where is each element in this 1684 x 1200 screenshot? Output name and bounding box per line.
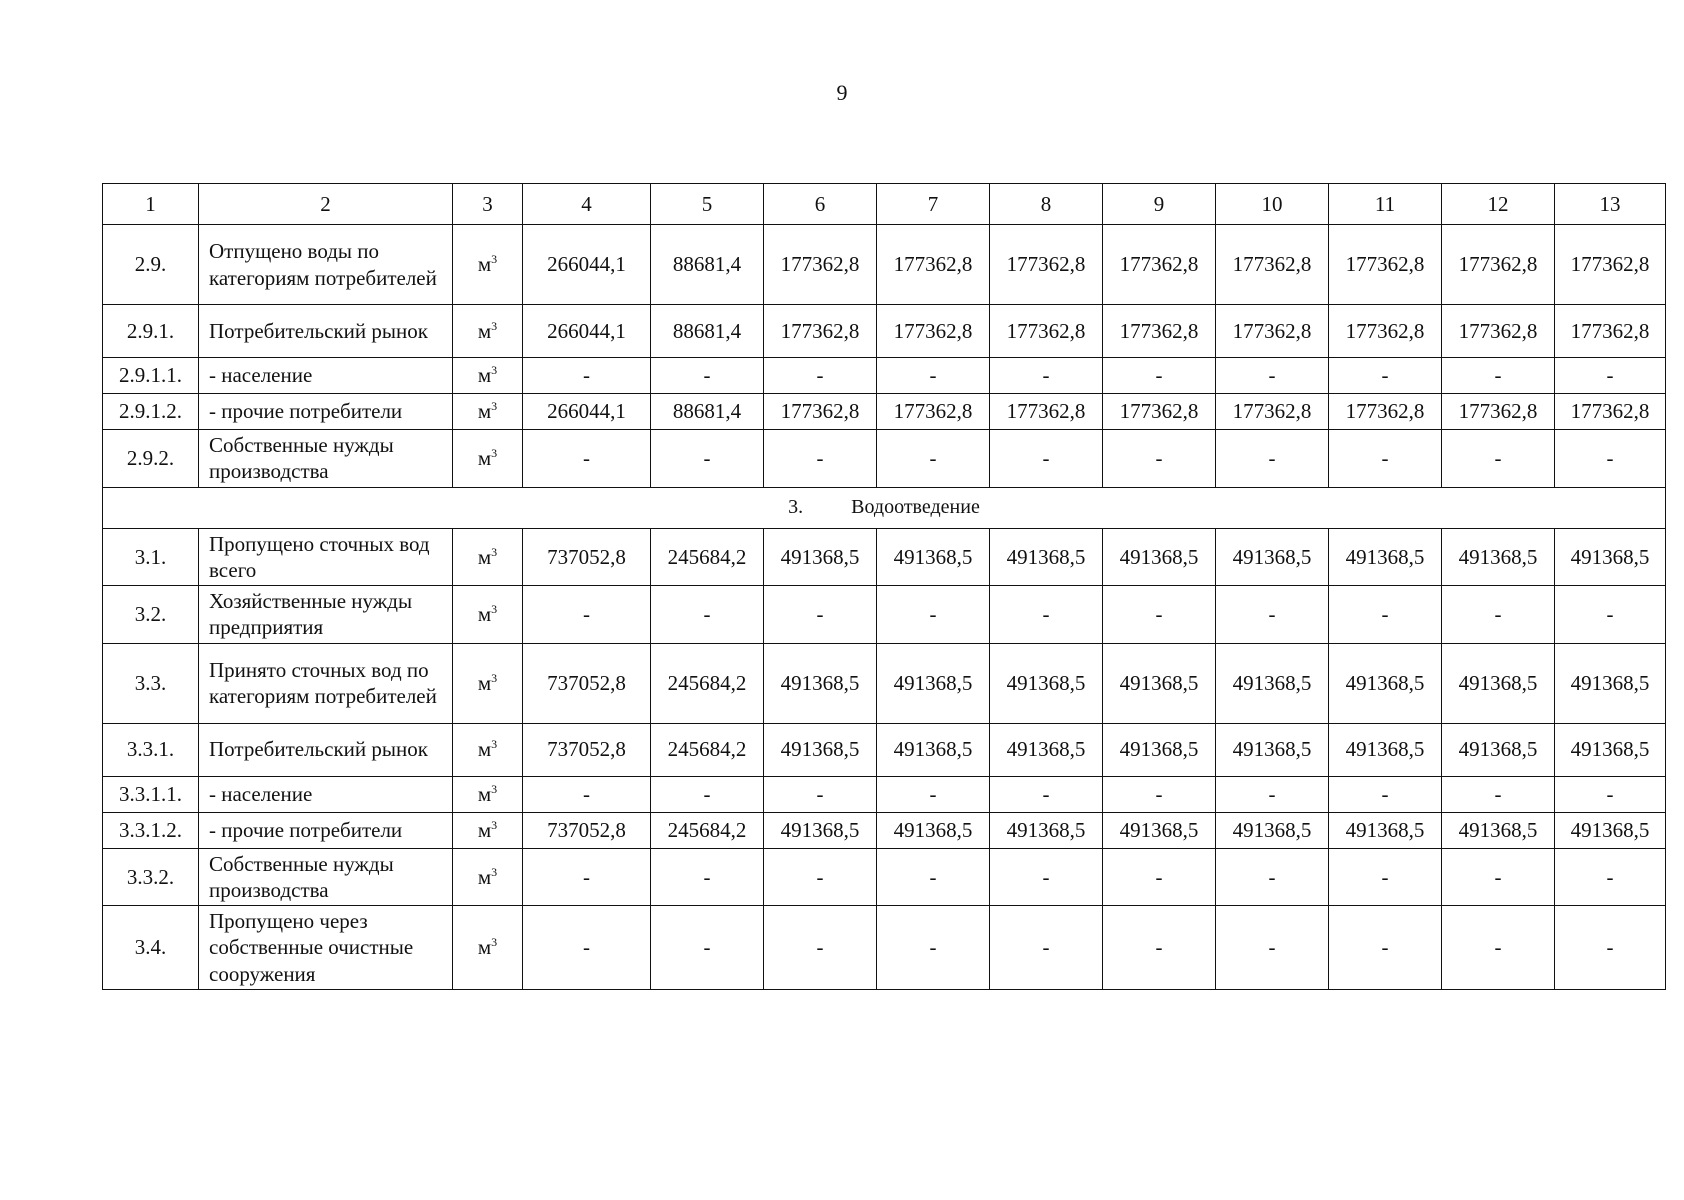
value-cell: -	[877, 586, 990, 644]
unit-exponent: 3	[491, 602, 498, 617]
value-cell: -	[877, 430, 990, 488]
section-title: Водоотведение	[851, 496, 980, 518]
table-row	[103, 848, 1666, 906]
row-code: 3.3.1.	[103, 723, 199, 776]
column-header: 2	[199, 184, 453, 225]
row-name: Принято сточных вод по категориям потребителей	[199, 643, 453, 723]
value-cell: 491368,5	[1329, 723, 1442, 776]
value-cell: -	[1442, 358, 1555, 394]
value-cell: -	[1329, 848, 1442, 906]
value-cell: 491368,5	[764, 723, 877, 776]
unit-exponent: 3	[491, 817, 498, 832]
section-number: 3.	[788, 496, 804, 518]
value-cell: -	[1216, 906, 1329, 990]
value-cell: 491368,5	[1216, 812, 1329, 848]
value-cell: -	[990, 776, 1103, 812]
value-cell: 491368,5	[764, 528, 877, 586]
unit-cell	[453, 586, 523, 644]
value-cell: -	[1555, 358, 1666, 394]
unit-base: м	[477, 737, 492, 762]
value-cell: 491368,5	[1103, 528, 1216, 586]
value-cell: -	[523, 776, 651, 812]
value-cell: 737052,8	[523, 812, 651, 848]
value-cell: 177362,8	[1329, 225, 1442, 305]
column-header: 7	[877, 184, 990, 225]
value-cell: 177362,8	[1329, 394, 1442, 430]
value-cell: 491368,5	[877, 723, 990, 776]
column-header: 4	[523, 184, 651, 225]
value-cell: 266044,1	[523, 225, 651, 305]
section-row	[103, 487, 1666, 528]
value-cell: 491368,5	[877, 528, 990, 586]
value-cell: 491368,5	[1555, 723, 1666, 776]
value-cell: -	[651, 430, 764, 488]
value-cell: -	[1216, 848, 1329, 906]
value-cell: 177362,8	[877, 305, 990, 358]
unit-base: м	[477, 935, 492, 960]
value-cell: 491368,5	[1442, 812, 1555, 848]
value-cell: -	[990, 430, 1103, 488]
value-cell: -	[1216, 358, 1329, 394]
unit-exponent: 3	[491, 318, 498, 333]
column-header: 12	[1442, 184, 1555, 225]
value-cell: -	[764, 906, 877, 990]
value-cell: 88681,4	[651, 394, 764, 430]
value-cell: 245684,2	[651, 643, 764, 723]
data-table	[102, 183, 1666, 990]
column-header: 8	[990, 184, 1103, 225]
column-header: 11	[1329, 184, 1442, 225]
row-code: 3.3.2.	[103, 848, 199, 906]
row-code: 3.3.1.1.	[103, 776, 199, 812]
table-row	[103, 394, 1666, 430]
value-cell: 491368,5	[1103, 723, 1216, 776]
value-cell: 177362,8	[1216, 225, 1329, 305]
value-cell: 88681,4	[651, 225, 764, 305]
value-cell: -	[1103, 776, 1216, 812]
unit-cell	[453, 848, 523, 906]
unit-cell	[453, 225, 523, 305]
value-cell: 177362,8	[1103, 225, 1216, 305]
value-cell: -	[523, 848, 651, 906]
value-cell: -	[990, 906, 1103, 990]
unit-exponent: 3	[491, 864, 498, 879]
row-name: Собственные нужды производства	[199, 848, 453, 906]
column-header: 3	[453, 184, 523, 225]
table-row	[103, 586, 1666, 644]
table-row	[103, 528, 1666, 586]
value-cell: -	[1329, 776, 1442, 812]
value-cell: -	[877, 848, 990, 906]
table-row	[103, 812, 1666, 848]
unit-cell	[453, 812, 523, 848]
value-cell: 491368,5	[1442, 528, 1555, 586]
row-code: 2.9.1.2.	[103, 394, 199, 430]
value-cell: -	[651, 776, 764, 812]
row-code: 2.9.1.1.	[103, 358, 199, 394]
value-cell: 177362,8	[1442, 305, 1555, 358]
unit-base: м	[477, 864, 492, 889]
table-row	[103, 430, 1666, 488]
value-cell: -	[1555, 586, 1666, 644]
table-row	[103, 643, 1666, 723]
value-cell: -	[1555, 776, 1666, 812]
value-cell: 491368,5	[877, 643, 990, 723]
value-cell: 491368,5	[764, 643, 877, 723]
value-cell: 177362,8	[990, 394, 1103, 430]
value-cell: -	[523, 586, 651, 644]
value-cell: -	[1555, 430, 1666, 488]
value-cell: -	[764, 586, 877, 644]
value-cell: 177362,8	[990, 225, 1103, 305]
value-cell: -	[1103, 430, 1216, 488]
row-name: Потребительский рынок	[199, 305, 453, 358]
value-cell: 177362,8	[1103, 305, 1216, 358]
value-cell: -	[1442, 586, 1555, 644]
value-cell: -	[523, 358, 651, 394]
row-name: Собственные нужды производства	[199, 430, 453, 488]
value-cell: 266044,1	[523, 394, 651, 430]
value-cell: -	[877, 358, 990, 394]
unit-cell	[453, 305, 523, 358]
unit-cell	[453, 723, 523, 776]
value-cell: 491368,5	[1103, 643, 1216, 723]
column-header: 5	[651, 184, 764, 225]
value-cell: -	[651, 906, 764, 990]
column-header: 13	[1555, 184, 1666, 225]
value-cell: -	[1216, 776, 1329, 812]
row-code: 3.3.1.2.	[103, 812, 199, 848]
value-cell: -	[764, 358, 877, 394]
value-cell: -	[1442, 848, 1555, 906]
value-cell: 177362,8	[1555, 305, 1666, 358]
value-cell: 266044,1	[523, 305, 651, 358]
column-header: 6	[764, 184, 877, 225]
value-cell: -	[764, 848, 877, 906]
value-cell: -	[877, 776, 990, 812]
unit-exponent: 3	[491, 252, 498, 267]
value-cell: -	[1103, 906, 1216, 990]
unit-cell	[453, 358, 523, 394]
unit-exponent: 3	[491, 399, 498, 414]
value-cell: 245684,2	[651, 528, 764, 586]
unit-base: м	[477, 318, 492, 343]
value-cell: 88681,4	[651, 305, 764, 358]
row-name: Потребительский рынок	[199, 723, 453, 776]
value-cell: 245684,2	[651, 812, 764, 848]
section-heading-inner	[788, 495, 980, 520]
value-cell: 177362,8	[764, 394, 877, 430]
row-code: 3.4.	[103, 906, 199, 990]
unit-exponent: 3	[491, 737, 498, 752]
value-cell: 491368,5	[990, 723, 1103, 776]
unit-base: м	[477, 817, 492, 842]
value-cell: -	[523, 906, 651, 990]
table-row	[103, 906, 1666, 990]
value-cell: 491368,5	[1555, 528, 1666, 586]
table-row	[103, 776, 1666, 812]
unit-base: м	[477, 781, 492, 806]
value-cell: -	[990, 586, 1103, 644]
row-code: 2.9.1.	[103, 305, 199, 358]
value-cell: 491368,5	[1555, 643, 1666, 723]
table-row	[103, 723, 1666, 776]
row-code: 3.3.	[103, 643, 199, 723]
unit-exponent: 3	[491, 363, 498, 378]
unit-cell	[453, 906, 523, 990]
value-cell: -	[1442, 430, 1555, 488]
value-cell: 491368,5	[1103, 812, 1216, 848]
value-cell: 491368,5	[1216, 528, 1329, 586]
value-cell: -	[1103, 358, 1216, 394]
value-cell: 491368,5	[990, 812, 1103, 848]
value-cell: -	[990, 848, 1103, 906]
unit-base: м	[477, 670, 492, 695]
row-name: - население	[199, 776, 453, 812]
value-cell: -	[1329, 586, 1442, 644]
value-cell: -	[523, 430, 651, 488]
header-row	[103, 184, 1666, 225]
value-cell: 177362,8	[1442, 225, 1555, 305]
column-header: 9	[1103, 184, 1216, 225]
value-cell: 491368,5	[877, 812, 990, 848]
unit-exponent: 3	[491, 544, 498, 559]
unit-cell	[453, 776, 523, 812]
row-name: Пропущено сточных вод всего	[199, 528, 453, 586]
table-body	[103, 184, 1666, 990]
value-cell: 177362,8	[1103, 394, 1216, 430]
unit-exponent: 3	[491, 935, 498, 950]
row-code: 3.1.	[103, 528, 199, 586]
value-cell: 737052,8	[523, 643, 651, 723]
table-row	[103, 225, 1666, 305]
value-cell: 491368,5	[1329, 643, 1442, 723]
row-code: 3.2.	[103, 586, 199, 644]
value-cell: -	[1555, 848, 1666, 906]
value-cell: 245684,2	[651, 723, 764, 776]
value-cell: -	[1329, 358, 1442, 394]
value-cell: 177362,8	[1442, 394, 1555, 430]
value-cell: -	[990, 358, 1103, 394]
value-cell: 491368,5	[1329, 812, 1442, 848]
value-cell: 491368,5	[1329, 528, 1442, 586]
column-header: 10	[1216, 184, 1329, 225]
value-cell: 737052,8	[523, 528, 651, 586]
value-cell: -	[764, 430, 877, 488]
value-cell: 177362,8	[990, 305, 1103, 358]
value-cell: 491368,5	[1442, 643, 1555, 723]
table-row	[103, 305, 1666, 358]
value-cell: -	[764, 776, 877, 812]
value-cell: -	[651, 848, 764, 906]
value-cell: -	[1555, 906, 1666, 990]
value-cell: -	[1442, 906, 1555, 990]
unit-base: м	[477, 363, 492, 388]
value-cell: -	[1103, 848, 1216, 906]
value-cell: -	[1329, 906, 1442, 990]
value-cell: -	[651, 358, 764, 394]
row-code: 2.9.2.	[103, 430, 199, 488]
value-cell: -	[1442, 776, 1555, 812]
column-header: 1	[103, 184, 199, 225]
row-name: Хозяйственные нужды предприятия	[199, 586, 453, 644]
table-row	[103, 358, 1666, 394]
value-cell: 491368,5	[1216, 723, 1329, 776]
page-number: 9	[836, 80, 848, 105]
value-cell: 491368,5	[990, 643, 1103, 723]
value-cell: -	[651, 586, 764, 644]
value-cell: -	[1329, 430, 1442, 488]
unit-cell	[453, 430, 523, 488]
row-name: Отпущено воды по категориям потребителей	[199, 225, 453, 305]
value-cell: 491368,5	[764, 812, 877, 848]
section-heading	[103, 487, 1666, 528]
value-cell: 491368,5	[990, 528, 1103, 586]
value-cell: 491368,5	[1216, 643, 1329, 723]
value-cell: 491368,5	[1555, 812, 1666, 848]
row-name: - прочие потребители	[199, 812, 453, 848]
value-cell: -	[1216, 586, 1329, 644]
value-cell: -	[1216, 430, 1329, 488]
value-cell: 737052,8	[523, 723, 651, 776]
unit-exponent: 3	[491, 446, 498, 461]
unit-base: м	[477, 602, 492, 627]
value-cell: 177362,8	[877, 394, 990, 430]
value-cell: 177362,8	[877, 225, 990, 305]
value-cell: 491368,5	[1442, 723, 1555, 776]
unit-cell	[453, 528, 523, 586]
unit-base: м	[477, 399, 492, 424]
row-name: - прочие потребители	[199, 394, 453, 430]
value-cell: 177362,8	[1329, 305, 1442, 358]
value-cell: 177362,8	[764, 305, 877, 358]
value-cell: 177362,8	[1216, 394, 1329, 430]
unit-base: м	[477, 446, 492, 471]
value-cell: 177362,8	[1216, 305, 1329, 358]
row-code: 2.9.	[103, 225, 199, 305]
row-name: - население	[199, 358, 453, 394]
unit-exponent: 3	[491, 781, 498, 796]
value-cell: 177362,8	[1555, 225, 1666, 305]
unit-base: м	[477, 544, 492, 569]
value-cell: 177362,8	[1555, 394, 1666, 430]
unit-base: м	[477, 252, 492, 277]
row-name: Пропущено через собственные очистные сооружения	[199, 906, 453, 990]
value-cell: 177362,8	[764, 225, 877, 305]
value-cell: -	[1103, 586, 1216, 644]
unit-exponent: 3	[491, 670, 498, 685]
unit-cell	[453, 394, 523, 430]
unit-cell	[453, 643, 523, 723]
value-cell: -	[877, 906, 990, 990]
